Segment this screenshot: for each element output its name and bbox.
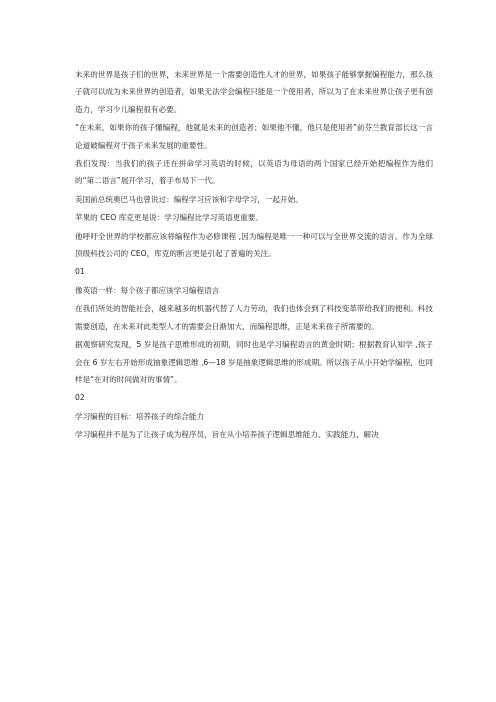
paragraph-second-language: 我们发现：当我们的孩子还在拼命学习英语的时候，以英语为母语的两个国家已经开始把编程作为他们的“第二语言”展开学习，着手布局下一代。 [75, 159, 433, 186]
section-number-01: 01 [75, 267, 85, 277]
section-number-02: 02 [75, 393, 85, 403]
paragraph-obama: 美国前总统奥巴马也曾说过：编程学习应该和字母学习，一起开始。 [75, 194, 303, 204]
paragraph-golden-age: 据观察研究发现，5 岁是孩子思维形成的初期，同时也是学习编程语言的黄金时期；根据教育认知学 ,孩子会在 6 岁左右开始形成抽象逻辑思维 ,6—18 岁是抽象逻辑思维的形成期。所以孩子从小开始学编程，也同样是“在对的时间做对的事情”。 [75, 340, 433, 384]
paragraph-goal: 学习编程并不是为了让孩子成为程序员，旨在从小培养孩子逻辑思维能力、实践能力、解决 [75, 430, 379, 440]
section-heading-02: 学习编程的目标：培养孩子的综合能力 [75, 411, 205, 421]
paragraph-cook-appeal: 他呼吁全世界的学校都应该将编程作为必修课程 ,因为编程是唯一一种可以与全世界交流的语言。作为全球顶级科技公司的 CEO，库克的断言更是引起了普遍的关注。 [75, 231, 433, 259]
document-page [75, 66, 433, 444]
section-heading-01: 像英语一样：每个孩子都应该学习编程语言 [75, 285, 220, 295]
paragraph-intro: 未来的世界是孩子们的世界，未来世界是一个需要创造性人才的世界，如果孩子能够掌握编程能力，那么孩子就可以成为未来世界的创造者，如果无法学会编程只能是一个使用者，所以为了在未来世界让孩子更有创造力，学习少儿编程很有必要。 [75, 70, 433, 114]
paragraph-cook: 苹果的 CEO 库克更是说：学习编程比学习英语更重要。 [75, 213, 263, 223]
paragraph-finland-quote: “在未来，如果你的孩子懂编程，他就是未来的创造者；如果他不懂，他只是使用者”前芬兰教育部长这一言论道破编程对于孩子未来发展的重要性。 [75, 123, 433, 150]
paragraph-smart-society: 在我们所处的智能社会，越来越多的机器代替了人力劳动，我们也体会到了科技变革带给我们的便利。科技需要创造，在未来对此类型人才的需要会日渐加大，而编程思维，正是未来孩子所需要的。 [75, 304, 433, 331]
